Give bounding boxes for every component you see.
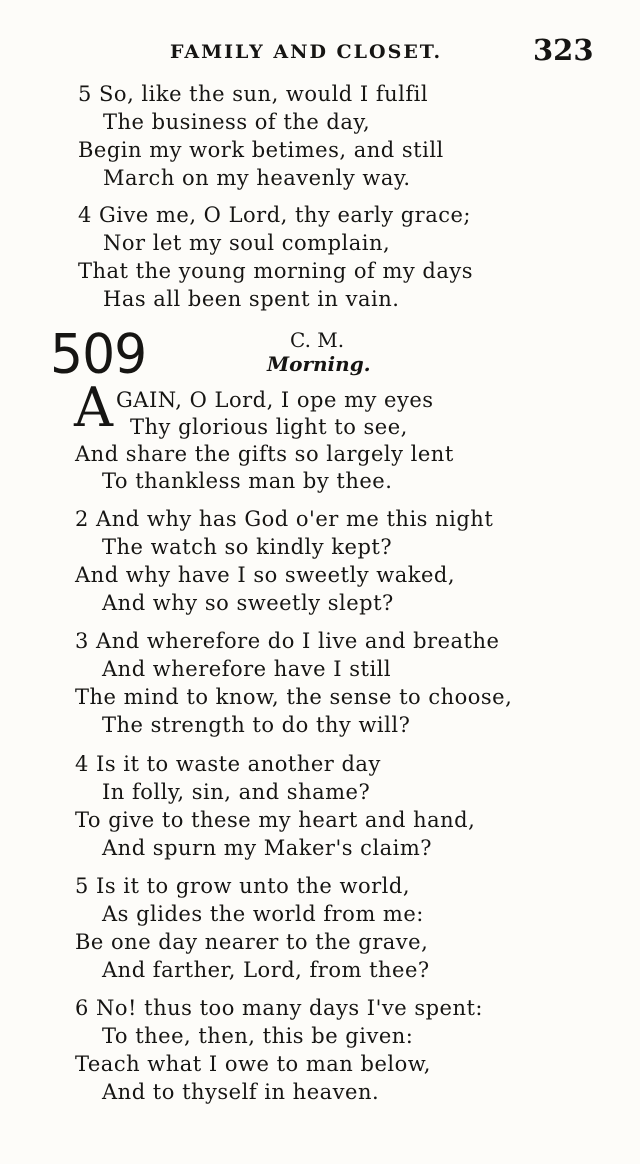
hymn-number: 509: [50, 323, 147, 386]
verse-line: 4 Give me, O Lord, thy early grace;: [78, 203, 472, 227]
verse-line: As glides the world from me:: [102, 902, 424, 926]
hymn-tune: Morning.: [267, 352, 371, 376]
verse-line: And share the gifts so largely lent: [75, 442, 454, 466]
verse-line: The business of the day,: [103, 110, 371, 134]
verse-line: 6 No! thus too many days I've spent:: [75, 996, 484, 1020]
verse-line: To thee, then, this be given:: [102, 1024, 414, 1048]
verse-line: Thy glorious light to see,: [130, 415, 408, 439]
verse-line: Be one day nearer to the grave,: [75, 930, 429, 954]
verse-line: March on my heavenly way.: [103, 166, 411, 190]
verse-line: Nor let my soul complain,: [103, 231, 391, 255]
verse-line: 5 So, like the sun, would I fulfil: [78, 82, 429, 106]
verse-line: 3 And wherefore do I live and breathe: [75, 629, 500, 653]
hymn-meter: C. M.: [290, 328, 345, 352]
verse-line: The mind to know, the sense to choose,: [75, 685, 513, 709]
verse-line: 4 Is it to waste another day: [75, 752, 381, 776]
page-header: [0, 33, 640, 73]
verse-line: Begin my work betimes, and still: [78, 138, 444, 162]
verse-line: Teach what I owe to man below,: [75, 1052, 431, 1076]
running-head: FAMILY AND CLOSET.: [170, 41, 443, 63]
drop-cap: A: [74, 376, 113, 439]
verse-line: And why so sweetly slept?: [102, 591, 394, 615]
verse-line: And why have I so sweetly waked,: [75, 563, 455, 587]
verse-line: To thankless man by thee.: [102, 469, 393, 493]
verse-line: The watch so kindly kept?: [102, 535, 393, 559]
verse-line: And to thyself in heaven.: [102, 1080, 380, 1104]
verse-line: In folly, sin, and shame?: [102, 780, 371, 804]
verse-line: The strength to do thy will?: [102, 713, 411, 737]
verse-line: GAIN, O Lord, I ope my eyes: [116, 388, 434, 412]
verse-line: That the young morning of my days: [78, 259, 474, 283]
verse-line: And wherefore have I still: [102, 657, 392, 681]
verse-line: And farther, Lord, from thee?: [102, 958, 430, 982]
page-number: 323: [533, 33, 594, 67]
verse-line: 5 Is it to grow unto the world,: [75, 874, 411, 898]
verse-line: To give to these my heart and hand,: [75, 808, 476, 832]
verse-line: 2 And why has God o'er me this night: [75, 507, 494, 531]
verse-line: Has all been spent in vain.: [103, 287, 400, 311]
verse-line: And spurn my Maker's claim?: [102, 836, 433, 860]
